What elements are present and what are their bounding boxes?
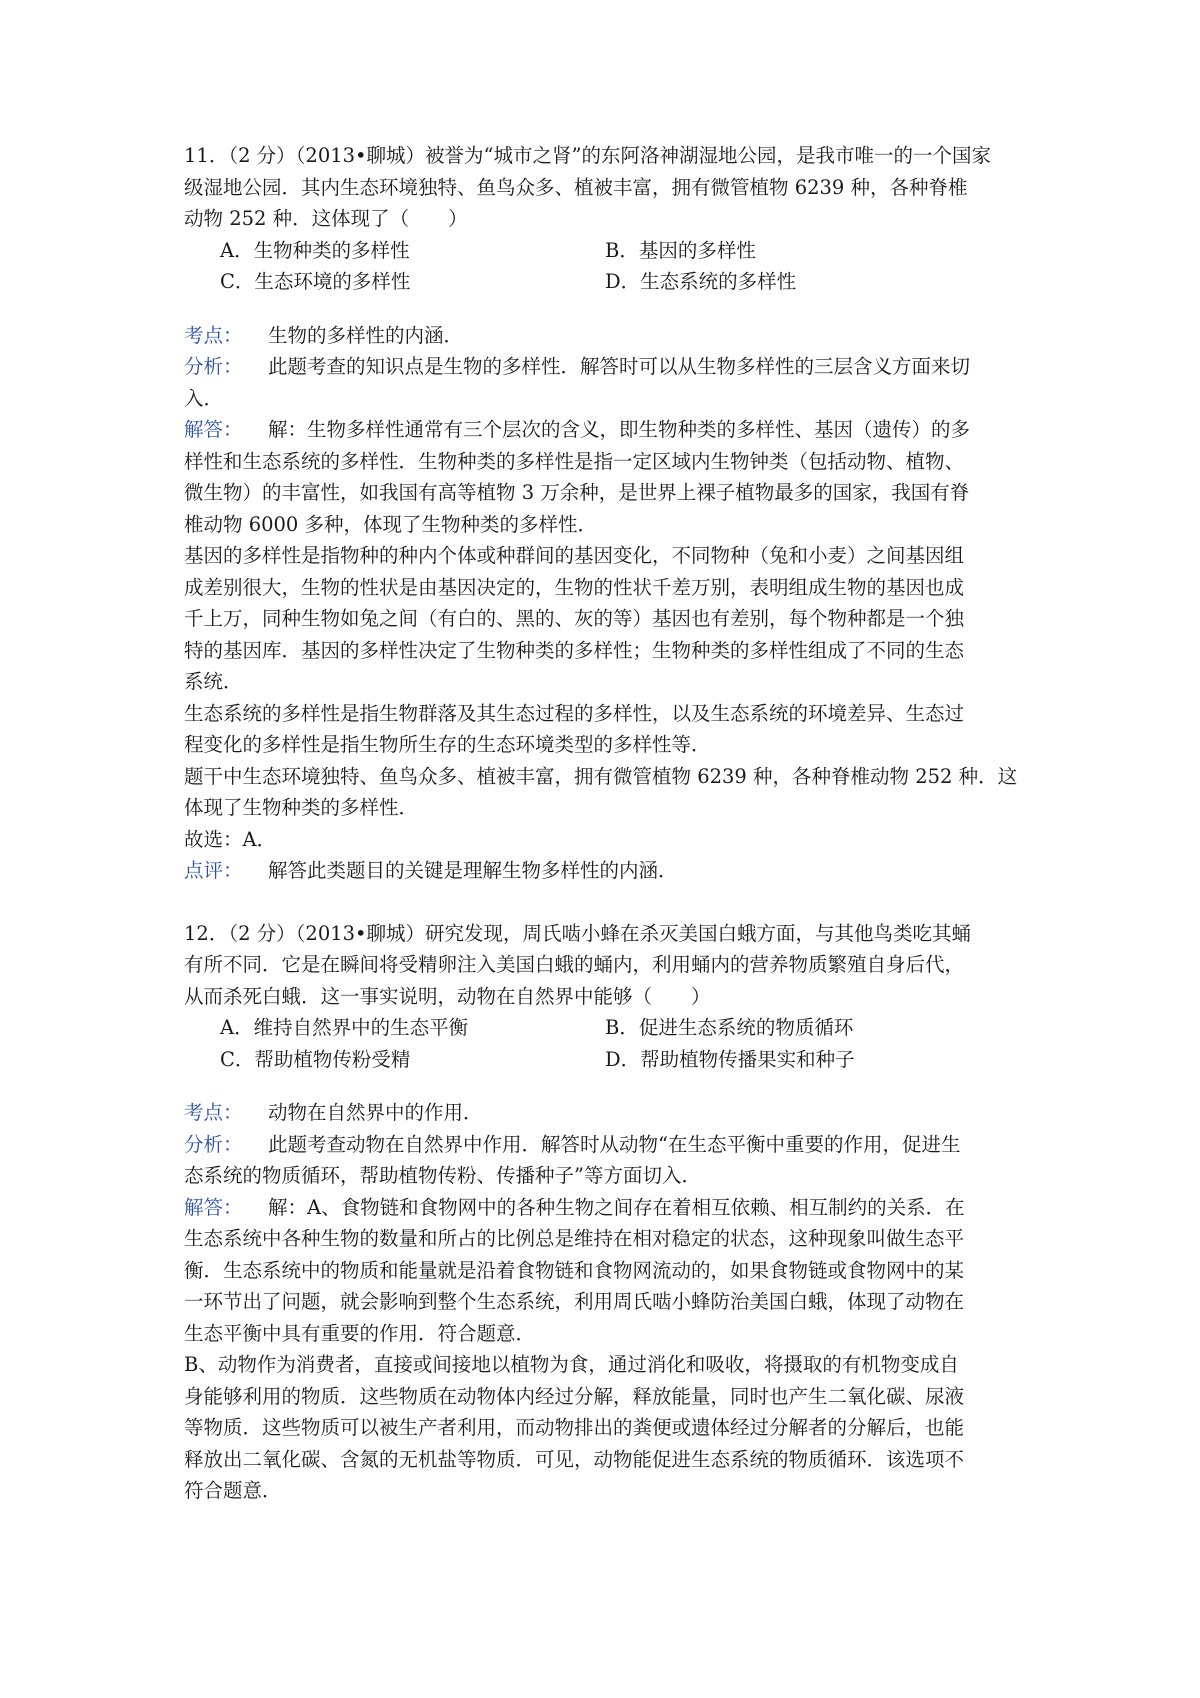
option-d: D．生态系统的多样性 [605, 270, 797, 293]
question-11 [184, 140, 1024, 298]
question-text-line: 11．（2 分）（2013•聊城）被誉为“城市之肾”的东阿洛神湖湿地公园，是我市唯一的一个国家 [184, 144, 991, 167]
jieda-text-line: 生态系统中各种生物的数量和所占的比例总是维持在相对稳定的状态，这种现象叫做生态平 [184, 1227, 965, 1250]
jieda-text-line: 程变化的多样性是指生物所生存的生态环境类型的多样性等． [184, 733, 711, 756]
jieda-text-line: 故选：A． [184, 827, 277, 851]
kaodian-row [184, 320, 1024, 352]
fenxi-text: 此题考查的知识点是生物的多样性．解答时可以从生物多样性的三层含义方面来切 [268, 355, 971, 378]
jieda-label: 解答： [184, 418, 243, 441]
jieda-row [184, 1192, 1024, 1224]
question-text-line: 12．（2 分）（2013•聊城）研究发现，周氏啮小蜂在杀灭美国白蛾方面，与其他鸟类吃其蛹 [184, 921, 972, 945]
kaodian-text: 动物在自然界中的作用． [268, 1101, 483, 1124]
document-page [184, 140, 1024, 1507]
option-c: C．生态环境的多样性 [220, 270, 411, 293]
jieda-label: 解答： [184, 1195, 243, 1219]
fenxi-row [184, 351, 1024, 383]
kaodian-label: 考点： [184, 323, 243, 347]
option-d: D．帮助植物传播果实和种子 [605, 1047, 855, 1071]
jieda-text-line: 样性和生态系统的多样性．生物种类的多样性是指一定区域内生物钟类（包括动物、植物、 [184, 449, 965, 473]
jieda-text-line: 千上万，同种生物如兔之间（有白的、黑的、灰的等）基因也有差别，每个物种都是一个独 [184, 607, 965, 630]
question-separator [184, 887, 1024, 918]
jieda-text-line: 等物质．这些物质可以被生产者利用，而动物排出的粪便或遗体经过分解者的分解后，也能 [184, 1416, 965, 1439]
option-b: B．促进生态系统的物质循环 [605, 1016, 854, 1039]
option-row [184, 1044, 1024, 1076]
fenxi-label: 分析： [184, 355, 243, 378]
fenxi-text-line: 态系统的物质循环，帮助植物传粉、传播种子”等方面切入． [184, 1164, 701, 1187]
jieda-text-line: 符合题意． [184, 1479, 282, 1502]
answer-options [184, 235, 1024, 298]
jieda-text-line: 椎动物 6000 多种，体现了生物种类的多样性． [184, 512, 598, 536]
jieda-text-line: 体现了生物种类的多样性． [184, 796, 419, 819]
option-row [184, 235, 1024, 267]
kaodian-label: 考点： [184, 1101, 243, 1124]
jieda-text-line: 微生物）的丰富性，如我国有高等植物 3 万余种，是世界上裸子植物最多的国家，我国有脊 [184, 481, 970, 504]
jieda-text-line: 系统． [184, 670, 243, 693]
jieda-text-line: 衡．生态系统中的物质和能量就是沿着食物链和食物网流动的，如果食物链或食物网中的某 [184, 1258, 965, 1282]
fenxi-text-line: 入． [184, 386, 224, 410]
jieda-text-line: 成差别很大，生物的性状是由基因决定的，生物的性状千差万别，表明组成生物的基因也成 [184, 575, 965, 599]
solution-12 [184, 1097, 1024, 1507]
jieda-text-line: 生态系统的多样性是指生物群落及其生态过程的多样性，以及生态系统的环境差异、生态过 [184, 701, 965, 725]
jieda-text: 解：生物多样性通常有三个层次的含义，即生物种类的多样性、基因（遗传）的多 [268, 418, 971, 441]
jieda-text-line: 基因的多样性是指物种的种内个体或种群间的基因变化，不同物种（兔和小麦）之间基因组 [184, 544, 965, 567]
jieda-text-line: 特的基因库．基因的多样性决定了生物种类的多样性；生物种类的多样性组成了不同的生态 [184, 638, 965, 662]
option-c: C．帮助植物传粉受精 [220, 1047, 411, 1071]
option-b: B．基因的多样性 [605, 238, 756, 262]
dianping-text: 解答此类题目的关键是理解生物多样性的内涵． [268, 859, 678, 882]
question-text-line: 有所不同．它是在瞬间将受精卵注入美国白蛾的蛹内，利用蛹内的营养物质繁殖自身后代， [184, 953, 965, 976]
jieda-text-line: 释放出二氧化碳、含氮的无机盐等物质．可见，动物能促进生态系统的物质循环．该选项不 [184, 1447, 965, 1471]
dianping-label: 点评： [184, 859, 243, 882]
kaodian-row [184, 1097, 1024, 1129]
jieda-text-line: 一环节出了问题，就会影响到整个生态系统，利用周氏啮小蜂防治美国白蛾，体现了动物在 [184, 1290, 965, 1313]
jieda-text: 解：A、食物链和食物网中的各种生物之间存在着相互依赖、相互制约的关系．在 [268, 1195, 965, 1219]
option-row [184, 266, 1024, 298]
fenxi-text: 此题考查动物在自然界中作用．解答时从动物“在生态平衡中重要的作用，促进生 [268, 1132, 961, 1156]
solution-11 [184, 320, 1024, 887]
option-row [184, 1012, 1024, 1044]
question-12 [184, 918, 1024, 1076]
kaodian-text: 生物的多样性的内涵． [268, 323, 464, 347]
question-text-line: 级湿地公园．其内生态环境独特、鱼鸟众多、植被丰富，拥有微管植物 6239 种，各种脊椎 [184, 175, 968, 199]
question-text-line: 动物 252 种．这体现了（ ） [184, 207, 468, 230]
option-a: A．维持自然界中的生态平衡 [220, 1016, 469, 1039]
question-text-line: 从而杀死白蛾．这一事实说明，动物在自然界中能够（ ） [184, 984, 711, 1008]
answer-options [184, 1012, 1024, 1075]
jieda-text-line: B、动物作为消费者，直接或间接地以植物为食，通过消化和吸收，将摄取的有机物变成自 [184, 1353, 959, 1376]
jieda-row [184, 414, 1024, 446]
jieda-text-line: 题干中生态环境独特、鱼鸟众多、植被丰富，拥有微管植物 6239 种，各种脊椎动物 252 种．这 [184, 764, 1018, 788]
jieda-text-line: 生态平衡中具有重要的作用．符合题意． [184, 1321, 536, 1345]
fenxi-row [184, 1129, 1024, 1161]
jieda-text-line: 身能够利用的物质．这些物质在动物体内经过分解，释放能量，同时也产生二氧化碳、尿液 [184, 1384, 965, 1408]
option-a: A．生物种类的多样性 [220, 238, 410, 262]
fenxi-label: 分析： [184, 1132, 243, 1156]
dianping-row [184, 855, 1024, 887]
